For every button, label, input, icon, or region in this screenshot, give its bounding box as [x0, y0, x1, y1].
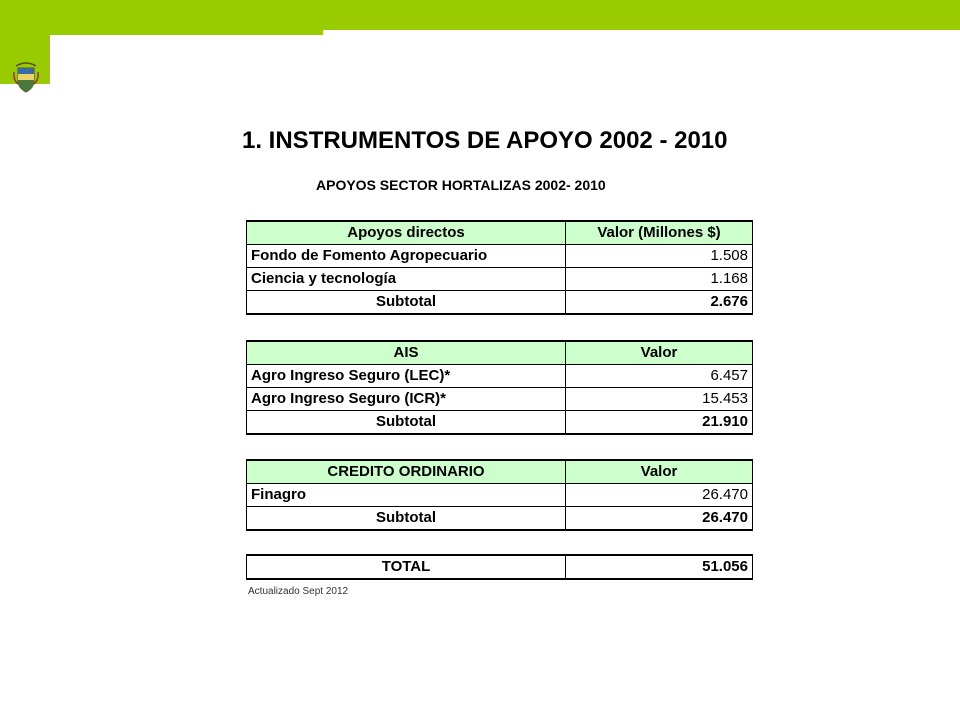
header-cell: AIS	[247, 341, 566, 365]
top-banner	[0, 0, 960, 30]
subtotal-row	[247, 507, 753, 531]
header-cell: Valor	[566, 341, 753, 365]
apoyos-directos-table	[246, 220, 753, 315]
ais-table	[246, 340, 753, 435]
coat-of-arms-icon	[13, 58, 39, 96]
table-row	[247, 365, 753, 388]
row-label: Ciencia y tecnología	[247, 268, 566, 291]
table-row	[247, 245, 753, 268]
header-cell: Valor	[566, 460, 753, 484]
subtotal-label: Subtotal	[247, 411, 566, 435]
table-header-row	[247, 221, 753, 245]
row-label: Finagro	[247, 484, 566, 507]
total-value: 51.056	[566, 555, 753, 579]
subtotal-label: Subtotal	[247, 291, 566, 315]
logo-caption: Libertad y Orden	[6, 100, 62, 107]
table-title: APOYOS SECTOR HORTALIZAS 2002- 2010	[316, 177, 606, 193]
table-header-row	[247, 460, 753, 484]
table-row	[247, 484, 753, 507]
header-cell: CREDITO ORDINARIO	[247, 460, 566, 484]
row-value: 6.457	[566, 365, 753, 388]
slide-title: 1. INSTRUMENTOS DE APOYO 2002 - 2010	[242, 127, 728, 154]
total-label: TOTAL	[247, 555, 566, 579]
table-row	[247, 388, 753, 411]
subtotal-row	[247, 411, 753, 435]
total-table	[246, 554, 753, 580]
header-cell: Valor (Millones $)	[566, 221, 753, 245]
table-header-row	[247, 341, 753, 365]
table-row	[247, 268, 753, 291]
row-label: Fondo de Fomento Agropecuario	[247, 245, 566, 268]
row-value: 26.470	[566, 484, 753, 507]
logo-block	[0, 30, 62, 107]
subtotal-row	[247, 291, 753, 315]
subtotal-value: 2.676	[566, 291, 753, 315]
row-label: Agro Ingreso Seguro (LEC)*	[247, 365, 566, 388]
row-value: 15.453	[566, 388, 753, 411]
row-value: 1.508	[566, 245, 753, 268]
header-cell: Apoyos directos	[247, 221, 566, 245]
subtotal-label: Subtotal	[247, 507, 566, 531]
subtotal-value: 21.910	[566, 411, 753, 435]
row-value: 1.168	[566, 268, 753, 291]
credito-ordinario-table	[246, 459, 753, 531]
row-label: Agro Ingreso Seguro (ICR)*	[247, 388, 566, 411]
subtotal-value: 26.470	[566, 507, 753, 531]
total-row	[247, 555, 753, 579]
update-note: Actualizado Sept 2012	[248, 586, 349, 597]
